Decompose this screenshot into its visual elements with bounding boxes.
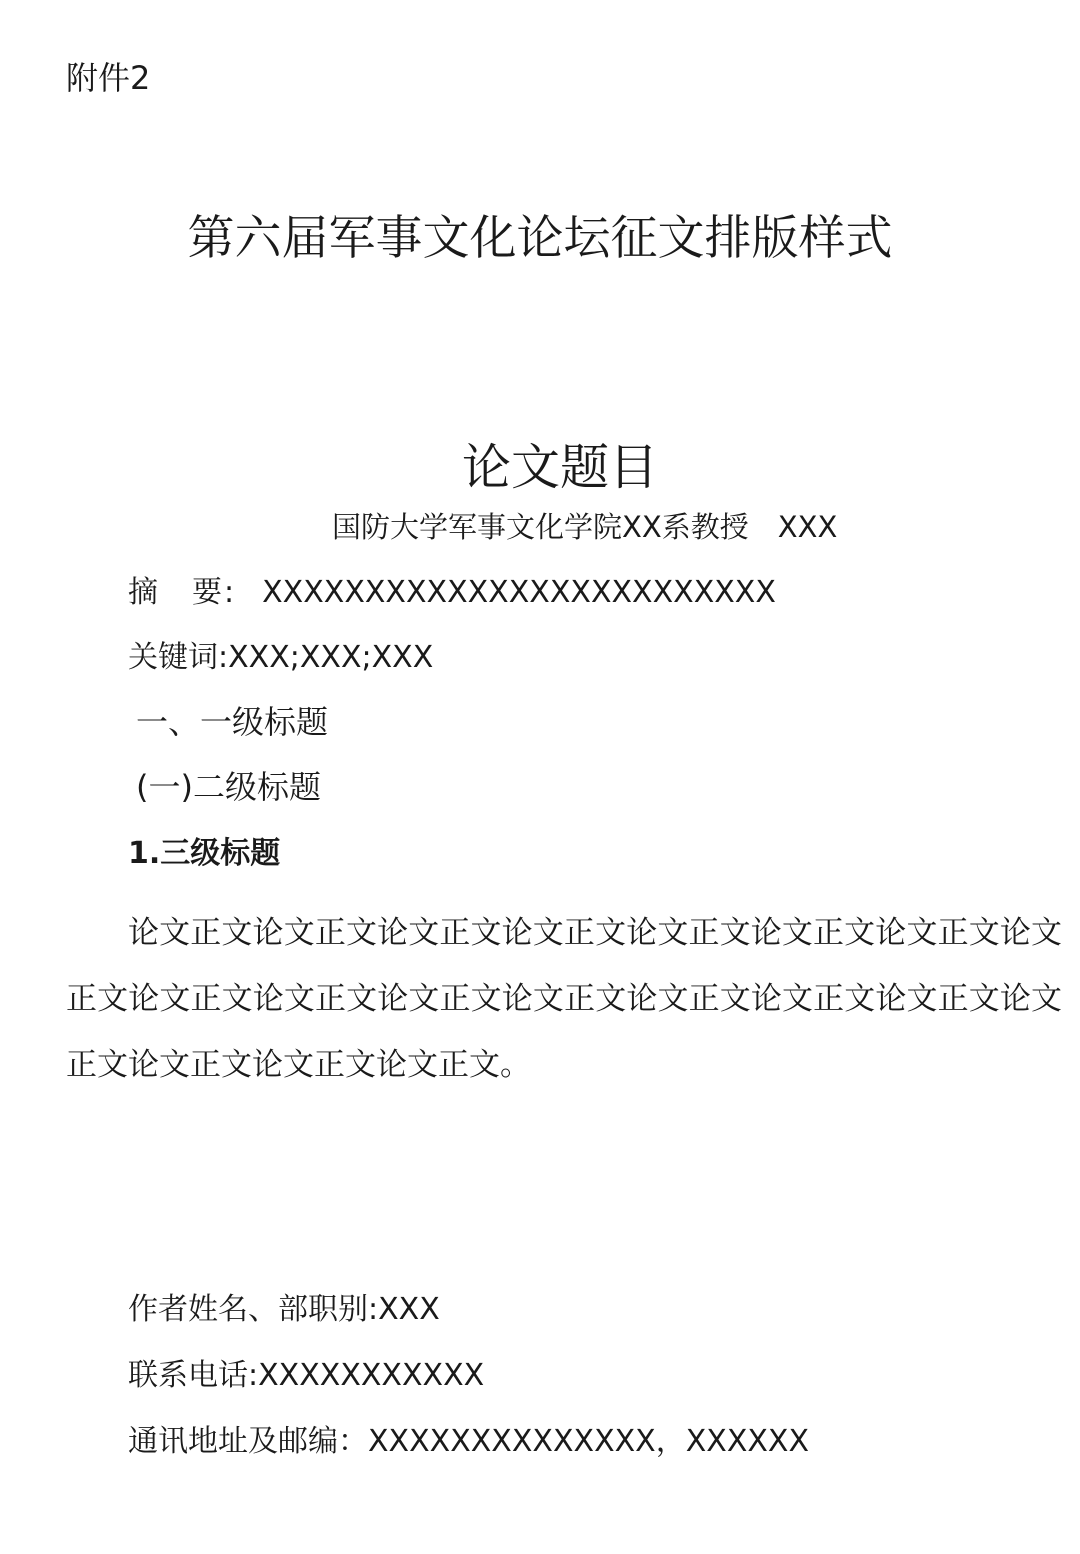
- attachment-label: 附件2: [66, 59, 151, 97]
- abstract-line: [128, 575, 776, 610]
- abstract-value: XXXXXXXXXXXXXXXXXXXXXXXXX: [262, 575, 776, 610]
- contact-phone: 联系电话:XXXXXXXXXXX: [128, 1358, 485, 1393]
- body-paragraph: 论文正文论文正文论文正文论文正文论文正文论文正文论文正文论文正文论文正文论文正文论文正文论文正文论文正文论文正文论文正文论文正文论文正文论文正文论文正文。: [66, 915, 1062, 1083]
- keywords-line: 关键词:XXX;XXX;XXX: [128, 640, 434, 675]
- heading-level-1: 一、一级标题: [136, 703, 329, 741]
- main-title: 第六届军事文化论坛征文排版样式: [187, 211, 893, 266]
- paper-title: 论文题目: [461, 439, 658, 496]
- heading-level-3: 1.三级标题: [128, 836, 281, 871]
- mailing-address: 通讯地址及邮编：XXXXXXXXXXXXXX，XXXXXX: [128, 1424, 810, 1459]
- abstract-label: 摘 要:: [128, 575, 237, 610]
- author-info: 作者姓名、部职别:XXX: [128, 1292, 440, 1327]
- heading-level-2: (一)二级标题: [136, 768, 321, 806]
- author-affiliation: 国防大学军事文化学院XX系教授 XXX: [332, 510, 838, 544]
